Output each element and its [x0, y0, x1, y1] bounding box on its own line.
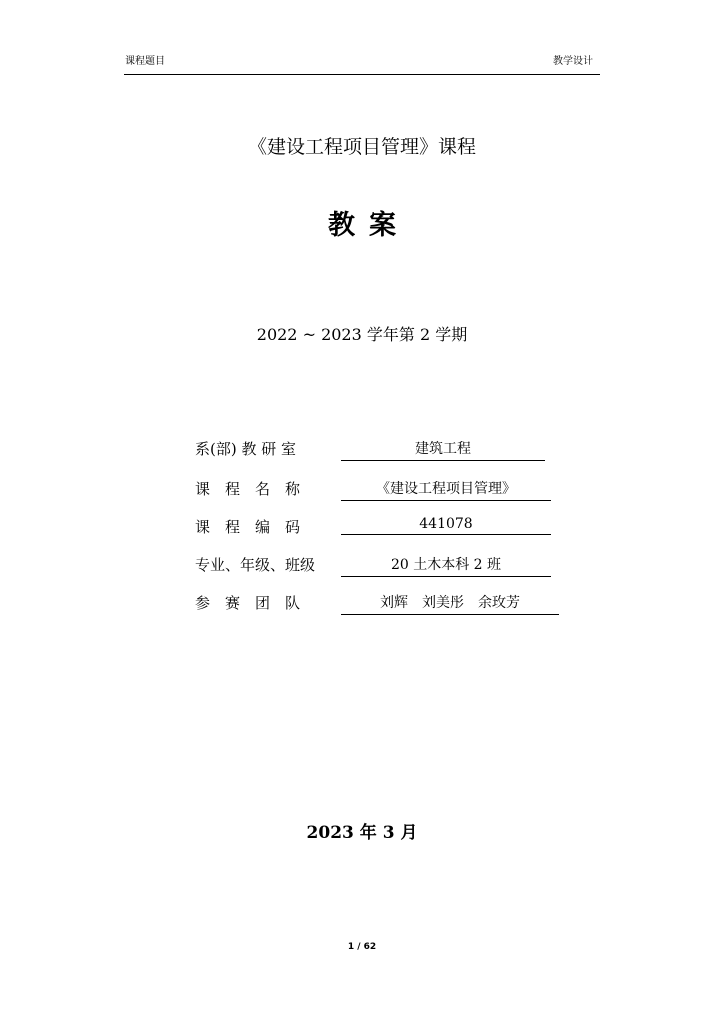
info-label: 课 程 名 称 — [195, 480, 301, 498]
info-label: 系(部) 教 研 室 — [195, 440, 297, 458]
header-left-text: 课程题目 — [125, 56, 165, 67]
info-value: 《建设工程项目管理》 — [341, 478, 551, 501]
info-label: 专业、年级、班级 — [195, 556, 316, 574]
document-date: 2023 年 3 月 — [306, 823, 418, 843]
info-label: 课 程 编 码 — [195, 518, 301, 536]
info-value: 建筑工程 — [341, 438, 545, 461]
info-value: 20 土木本科 2 班 — [341, 554, 551, 577]
document-title: 教案 — [328, 210, 410, 241]
info-value: 441078 — [341, 516, 551, 535]
info-label: 参 赛 团 队 — [195, 594, 301, 612]
info-value: 刘辉 刘美彤 余玫芳 — [341, 592, 559, 615]
header-right-text: 教学设计 — [553, 56, 593, 67]
academic-term: 2022 ~ 2023 学年第 2 学期 — [256, 325, 468, 344]
page-number: 1 / 62 — [347, 942, 377, 952]
course-title: 《建设工程项目管理》课程 — [247, 136, 476, 158]
header-divider — [124, 74, 600, 75]
